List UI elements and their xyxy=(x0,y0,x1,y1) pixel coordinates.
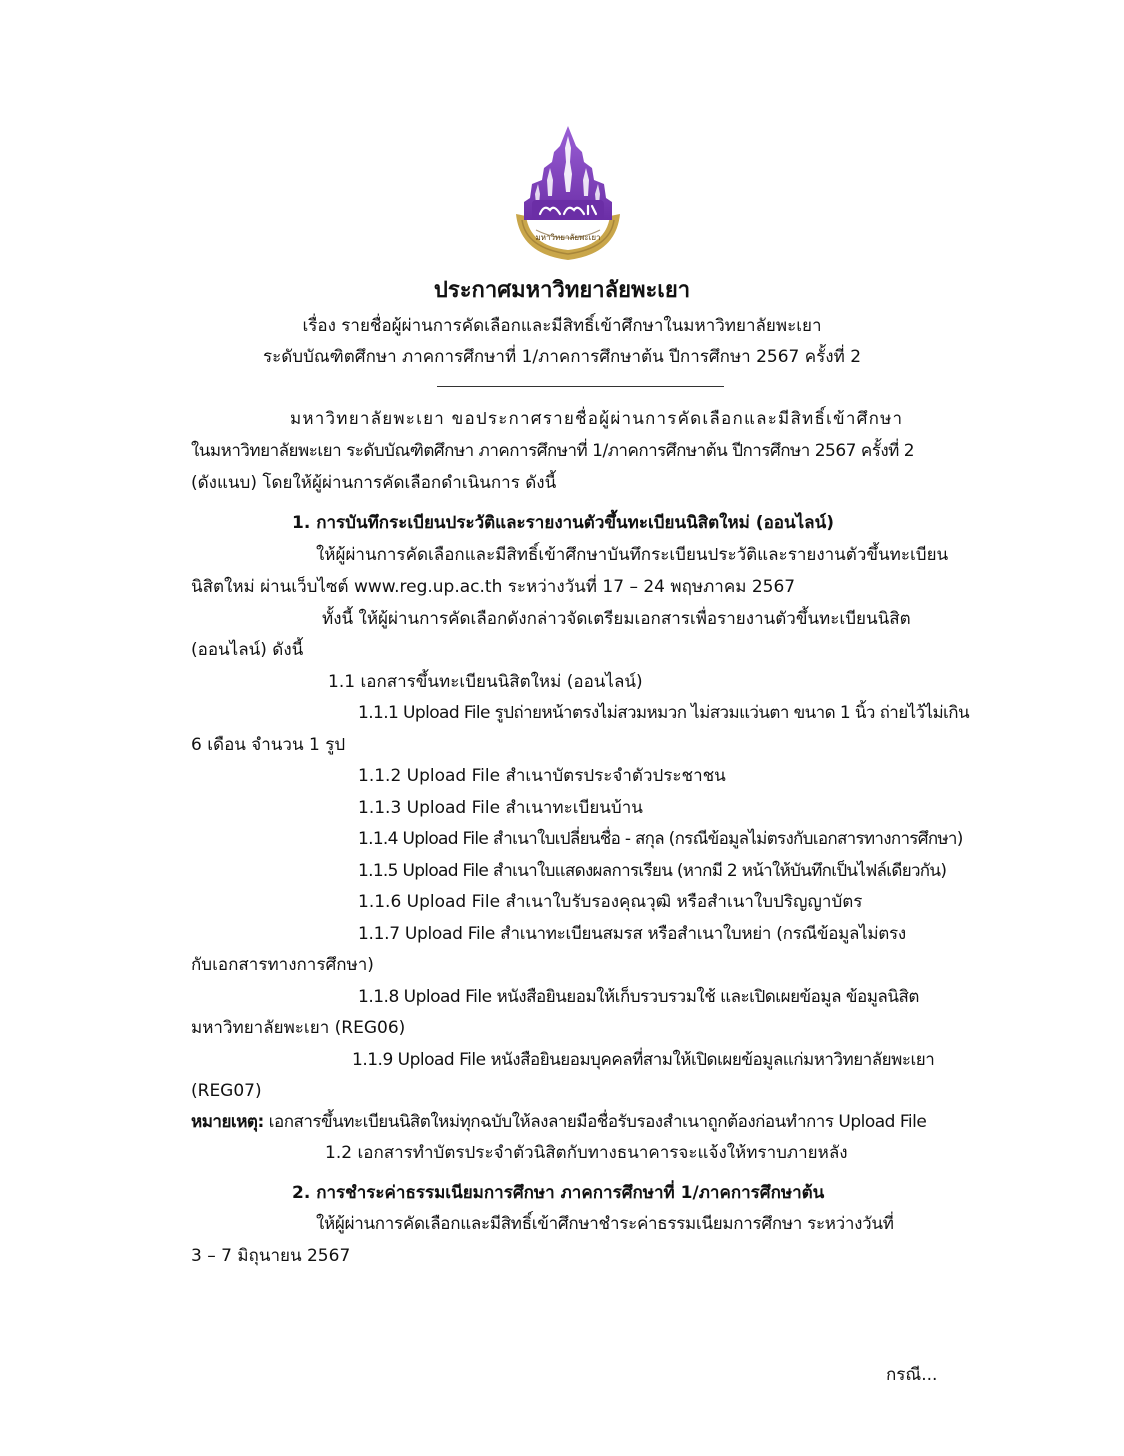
section-2-para-line-2: 3 – 7 มิถุนายน 2567 xyxy=(191,1246,351,1266)
section-1-para-1-line-1: ให้ผู้ผ่านการคัดเลือกและมีสิทธิ์เข้าศึกษาบันทึกระเบียนประวัติและรายงานตัวขึ้นทะเบียน xyxy=(316,545,949,565)
item-1-1-3: 1.1.3 Upload File สำเนาทะเบียนบ้าน xyxy=(358,798,643,818)
item-1-1-1-continued: 6 เดือน จำนวน 1 รูป xyxy=(191,735,346,755)
item-1-1-7: 1.1.7 Upload File สำเนาทะเบียนสมรส หรือสำเนาใบหย่า (กรณีข้อมูลไม่ตรง xyxy=(358,924,906,944)
item-1-1-5: 1.1.5 Upload File สำเนาใบแสดงผลการเรียน (หากมี 2 หน้าให้บันทึกเป็นไฟล์เดียวกัน) xyxy=(358,861,947,881)
subsection-1-1: 1.1 เอกสารขึ้นทะเบียนนิสิตใหม่ (ออนไลน์) xyxy=(328,672,643,692)
item-1-1-7-continued: กับเอกสารทางการศึกษา) xyxy=(191,955,374,975)
item-1-1-9-continued: (REG07) xyxy=(191,1081,262,1101)
note-label: หมายเหตุ: xyxy=(191,1112,264,1132)
section-1-para-2-line-2: (ออนไลน์) ดังนี้ xyxy=(191,640,304,660)
announcement-subject-line-1: เรื่อง รายชื่อผู้ผ่านการคัดเลือกและมีสิทธิ์เข้าศึกษาในมหาวิทยาลัยพะเยา xyxy=(302,316,822,336)
item-1-1-9: 1.1.9 Upload File หนังสือยินยอมบุคคลที่สามให้เปิดเผยข้อมูลแก่มหาวิทยาลัยพะเยา xyxy=(352,1050,935,1070)
intro-line-3: (ดังแนบ) โดยให้ผู้ผ่านการคัดเลือกดำเนินการ ดังนี้ xyxy=(191,473,557,493)
note xyxy=(191,1107,926,1137)
announcement-subject-line-2: ระดับบัณฑิตศึกษา ภาคการศึกษาที่ 1/ภาคการศึกษาต้น ปีการศึกษา 2567 ครั้งที่ 2 xyxy=(262,347,862,367)
note-text: เอกสารขึ้นทะเบียนนิสิตใหม่ทุกฉบับให้ลงลายมือชื่อรับรองสำเนาถูกต้องก่อนทำการ Upload File xyxy=(263,1112,927,1132)
announcement-title: ประกาศมหาวิทยาลัยพะเยา xyxy=(433,278,691,303)
continued-marker: กรณี... xyxy=(886,1365,938,1385)
intro-line-1: มหาวิทยาลัยพะเยา ขอประกาศรายชื่อผู้ผ่านการคัดเลือกและมีสิทธิ์เข้าศึกษา xyxy=(290,409,904,429)
item-1-1-4: 1.1.4 Upload File สำเนาใบเปลี่ยนชื่อ - สกุล (กรณีข้อมูลไม่ตรงกับเอกสารทางการศึกษา) xyxy=(358,829,963,849)
title-divider xyxy=(437,386,724,387)
logo-text: มหาวิทยาลัยพะเยา xyxy=(535,233,601,242)
item-1-1-8-continued: มหาวิทยาลัยพะเยา (REG06) xyxy=(191,1018,406,1038)
university-logo xyxy=(510,122,626,264)
intro-line-2: ในมหาวิทยาลัยพะเยา ระดับบัณฑิตศึกษา ภาคการศึกษาที่ 1/ภาคการศึกษาต้น ปีการศึกษา 2567 ครั้งที่ 2 xyxy=(191,441,915,461)
section-1-para-1-line-2: นิสิตใหม่ ผ่านเว็บไซต์ www.reg.up.ac.th ระหว่างวันที่ 17 – 24 พฤษภาคม 2567 xyxy=(191,577,796,597)
item-1-1-1: 1.1.1 Upload File รูปถ่ายหน้าตรงไม่สวมหมวก ไม่สวมแว่นตา ขนาด 1 นิ้ว ถ่ายไว้ไม่เกิน xyxy=(358,703,969,723)
section-2-heading: 2. การชำระค่าธรรมเนียมการศึกษา ภาคการศึกษาที่ 1/ภาคการศึกษาต้น xyxy=(292,1183,825,1203)
item-1-1-6: 1.1.6 Upload File สำเนาใบรับรองคุณวุฒิ หรือสำเนาใบปริญญาบัตร xyxy=(358,892,863,912)
section-1-para-2-line-1: ทั้งนี้ ให้ผู้ผ่านการคัดเลือกดังกล่าวจัดเตรียมเอกสารเพื่อรายงานตัวขึ้นทะเบียนนิสิต xyxy=(322,609,911,629)
subsection-1-2: 1.2 เอกสารทำบัตรประจำตัวนิสิตกับทางธนาคารจะแจ้งให้ทราบภายหลัง xyxy=(325,1143,848,1163)
section-1-heading: 1. การบันทึกระเบียนประวัติและรายงานตัวขึ้นทะเบียนนิสิตใหม่ (ออนไลน์) xyxy=(292,513,834,533)
section-2-para-line-1: ให้ผู้ผ่านการคัดเลือกและมีสิทธิ์เข้าศึกษาชำระค่าธรรมเนียมการศึกษา ระหว่างวันที่ xyxy=(316,1214,894,1234)
item-1-1-8: 1.1.8 Upload File หนังสือยินยอมให้เก็บรวบรวมใช้ และเปิดเผยข้อมูล ข้อมูลนิสิต xyxy=(358,987,919,1007)
item-1-1-2: 1.1.2 Upload File สำเนาบัตรประจำตัวประชาชน xyxy=(358,766,726,786)
